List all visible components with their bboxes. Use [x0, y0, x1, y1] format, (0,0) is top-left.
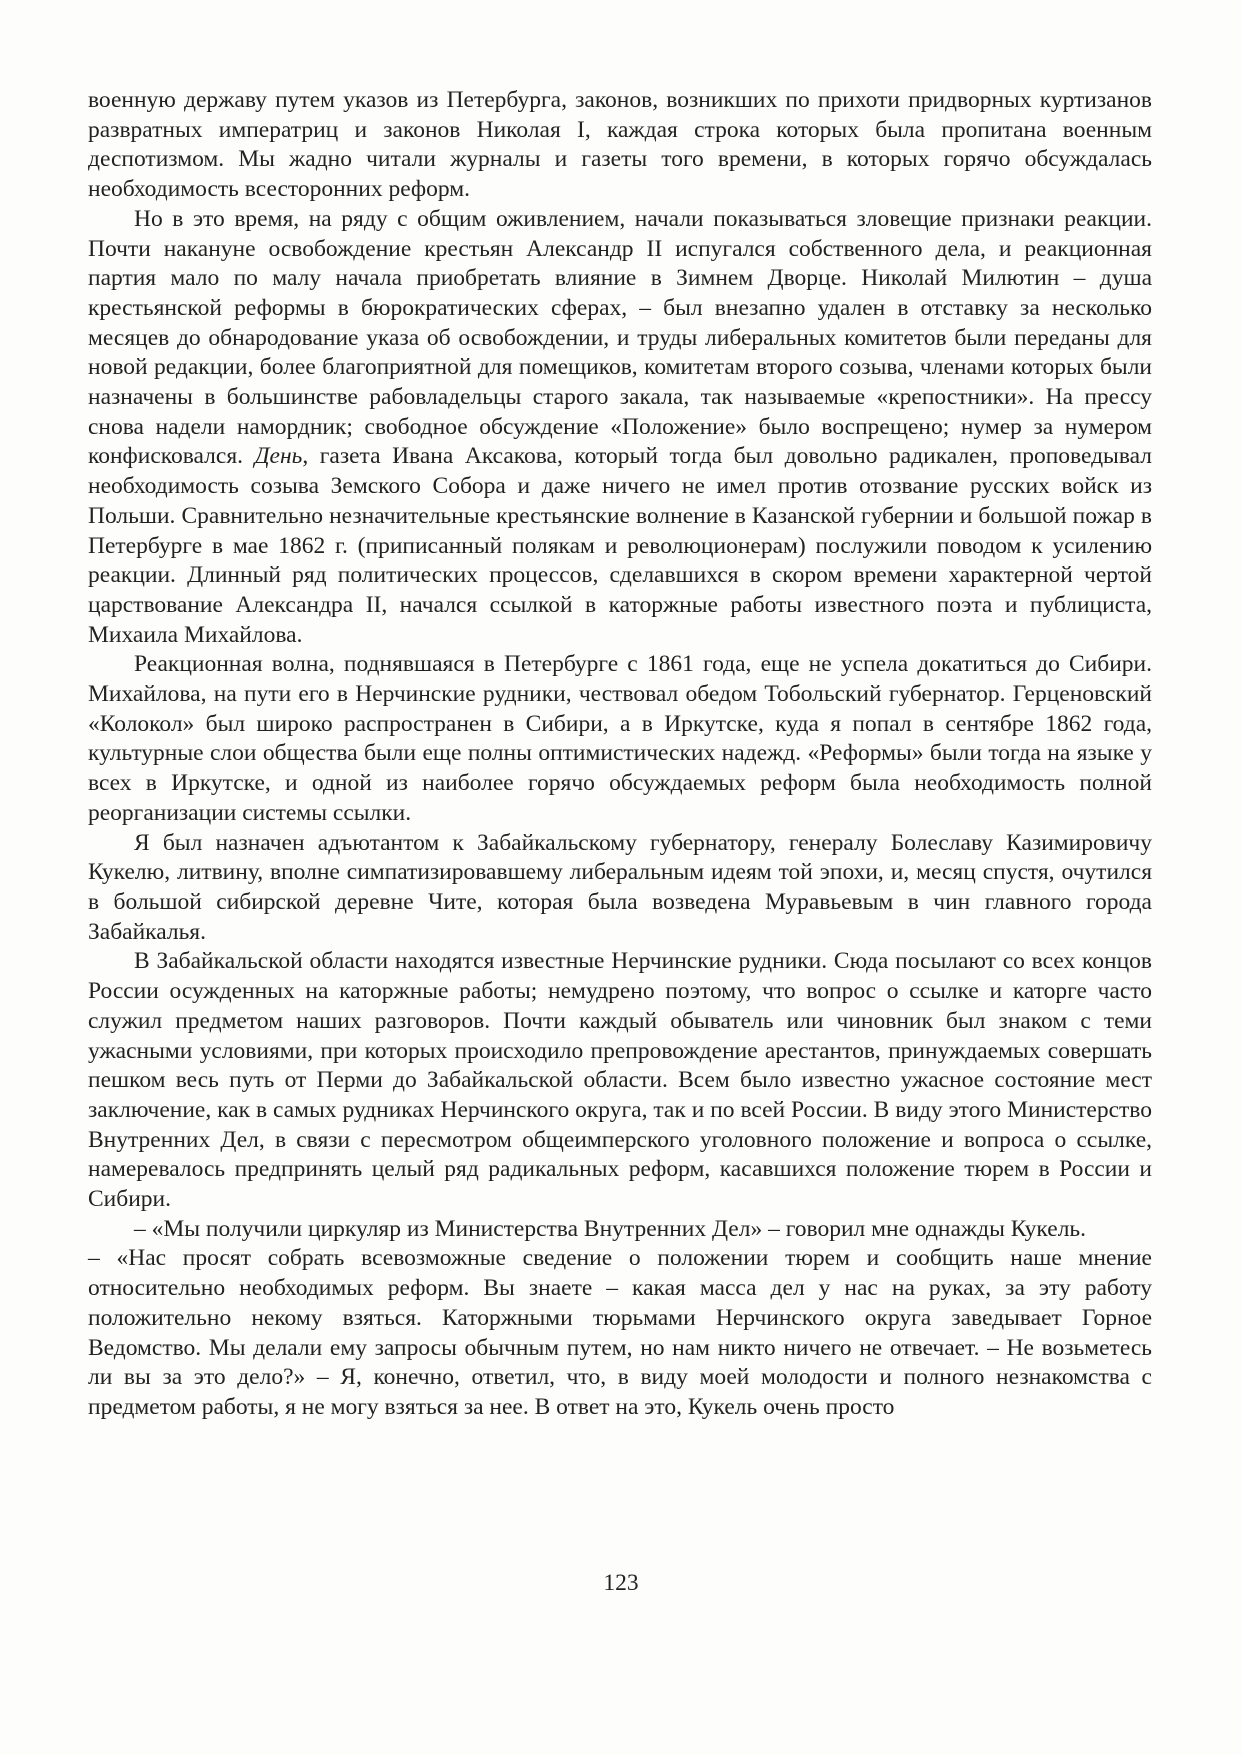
paragraph-2	[88, 205, 1152, 651]
page-body	[88, 86, 1152, 1423]
paragraph-5: В Забайкальской области находятся известные Нерчинские рудники. Сюда посылают со всех концов России осужденных на каторжные работы; немудрено поэтому, что вопрос о ссылке и каторге часто служил предметом наших разговоров. Почти каждый обыватель или чиновник был знаком с теми ужасными условиями, при которых происходило препровождение арестантов, принуждаемых совершать пешком весь путь от Перми до Забайкальской области. Всем было известно ужасное состояние мест заключение, как в самых рудниках Нерчинского округа, так и по всей России. В виду этого Министерство Внутренних Дел, в связи с пересмотром общеимперского уголовного положение и вопроса о ссылке, намеревалось предпринять целый ряд радикальных реформ, касавшихся положение тюрем в России и Сибири.	[88, 948, 1152, 1213]
paragraph-2-text-after: , газета Ивана Аксакова, который тогда был довольно радикален, проповедывал необходимость созыва Земского Собора и даже ничего не имел против отозвание русских войск из Польши. Сравнительно незначительные крестьянские волнение в Казанской губернии и большой пожар в Петербурге в мае 1862 г. (приписанный полякам и революционерам) послужили поводом к усилению реакции. Длинный ряд политических процессов, сделавшихся в скором времени характерной чертой царствование Александра II, начался ссылкой в каторжные работы известного поэта и публициста, Михаила Михайлова.	[88, 443, 1152, 648]
paragraph-7: – «Нас просят собрать всевозможные сведение о положении тюрем и сообщить наше мнение относительно необходимых реформ. Вы знаете – какая масса дел у нас на руках, за эту работу положительно некому взяться. Каторжными тюрьмами Нерчинского округа заведывает Горное Ведомство. Мы делали ему запросы обычным путем, но нам никто ничего не отвечает. – Не возьметесь ли вы за это дело?» – Я, конечно, ответил, что, в виду моей молодости и полного незнакомства с предметом работы, я не могу взяться за нее. В ответ на это, Кукель очень просто	[88, 1245, 1152, 1420]
page-number: 123	[603, 1570, 639, 1596]
paragraph-6: – «Мы получили циркуляр из Министерства Внутренних Дел» – говорил мне однажды Кукель.	[134, 1215, 1087, 1242]
paragraph-1: военную державу путем указов из Петербурга, законов, возникших по прихоти придворных куртизанов развратных императриц и законов Николая I, каждая строка которых была пропитана военным деспотизмом. Мы жадно читали журналы и газеты того времени, в которых горячо обсуждалась необходимость всесторонних реформ.	[88, 87, 1152, 203]
paragraph-4: Я был назначен адъютантом к Забайкальскому губернатору, генералу Болеславу Казимировичу Кукелю, литвину, вполне симпатизировавшему либеральным идеям той эпохи, и, месяц спустя, очутился в большой сибирской деревне Чите, которая была возведена Муравьевым в чин главного города Забайкалья.	[88, 829, 1152, 945]
paragraph-2-text-before: Но в это время, на ряду с общим оживлением, начали показываться зловещие признаки реакции. Почти накануне освобождение крестьян Александр II испугался собственного дела, и реакционная партия мало по малу начала приобретать влияние в Зимнем Дворце. Николай Милютин – душа крестьянской реформы в бюрократических сферах, – был внезапно удален в отставку за несколько месяцев до обнародование указа об освобождении, и труды либеральных комитетов были переданы для новой редакции, более благоприятной для помещиков, комитетам второго созыва, членами которых были назначены в большинстве рабовладельцы старого закала, так называемые «крепостники». На прессу снова надели намордник; свободное обсуждение «Положение» было воспрещено; нумер за нумером конфисковался.	[88, 205, 1152, 470]
newspaper-title-den: День	[254, 443, 303, 470]
paragraph-3: Реакционная волна, поднявшаяся в Петербурге с 1861 года, еще не успела докатиться до Сибири. Михайлова, на пути его в Нерчинские рудники, чествовал обедом Тобольский губернатор. Герценовский «Колокол» был широко распространен в Сибири, а в Иркутске, куда я попал в сентябре 1862 года, культурные слои общества были еще полны оптимистических надежд. «Реформы» были тогда на языке у всех в Иркутске, и одной из наиболее горячо обсуждаемых реформ была необходимость полной реорганизации системы ссылки.	[88, 651, 1152, 826]
